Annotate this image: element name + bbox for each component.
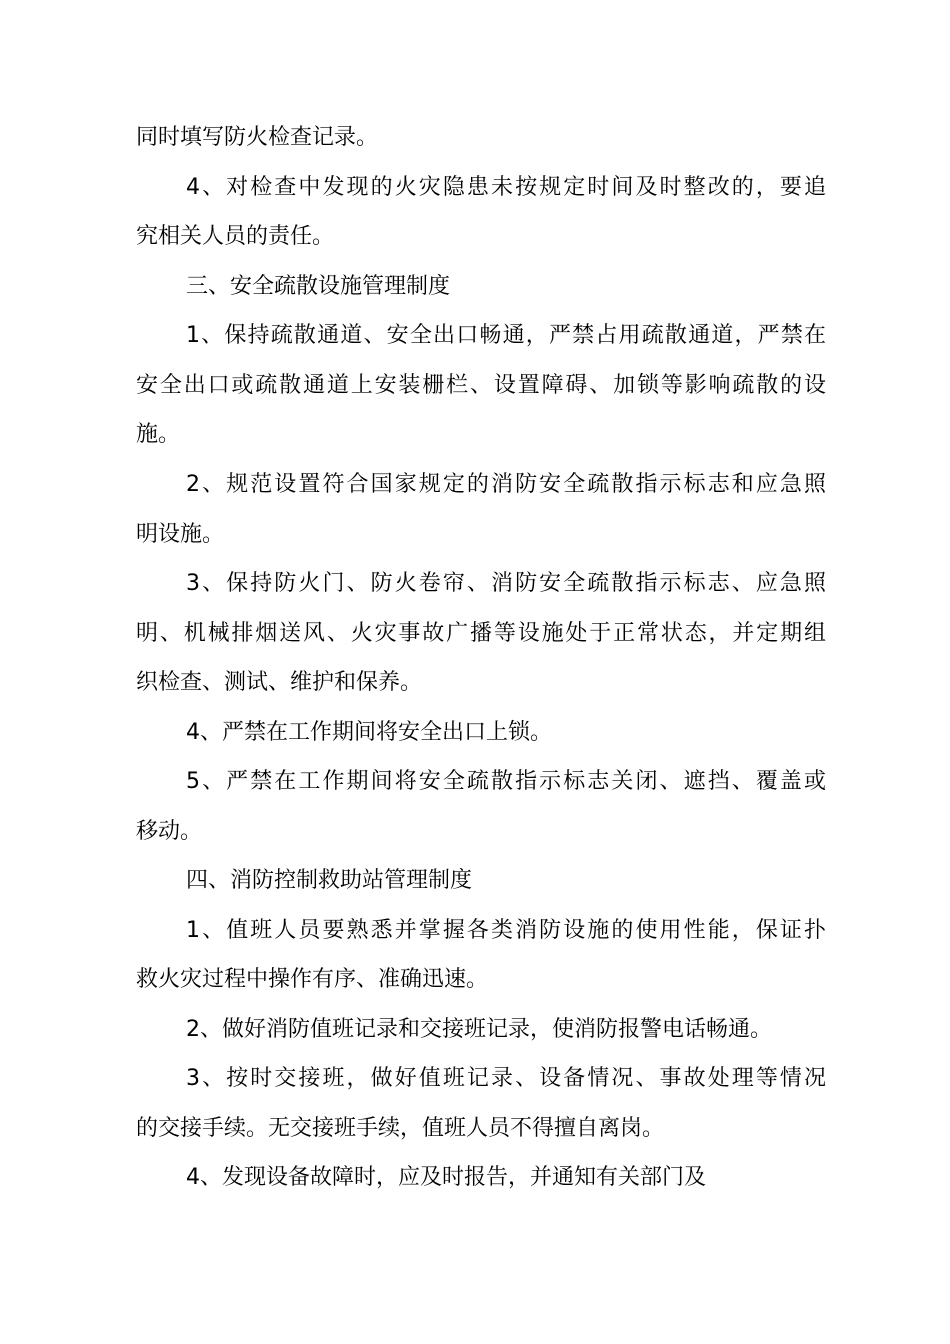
text-line: 移动。 [136,819,203,844]
text-line: 究相关人员的责任。 [136,224,335,249]
section-heading: 三、安全疏散设施管理制度 [186,274,451,299]
text-line: 3、按时交接班，做好值班记录、设备情况、事故处理等情况 [186,1066,826,1091]
text-line: 织检查、测试、维护和保养。 [136,670,423,695]
text-line: 明设施。 [136,522,225,547]
text-line: 3、保持防火门、防火卷帘、消防安全疏散指示标志、应急照 [186,571,826,596]
text-line: 的交接手续。无交接班手续，值班人员不得擅自离岗。 [136,1116,665,1141]
section-heading: 四、消防控制救助站管理制度 [186,868,473,893]
text-line: 4、严禁在工作期间将安全出口上锁。 [186,720,552,745]
text-line: 2、做好消防值班记录和交接班记录，使消防报警电话畅通。 [186,1017,772,1042]
text-line: 4、发现设备故障时，应及时报告，并通知有关部门及 [186,1165,706,1190]
text-line: 明、机械排烟送风、火灾事故广播等设施处于正常状态，并定期组 [136,621,826,646]
text-line: 4、对检查中发现的火灾隐患未按规定时间及时整改的，要追 [186,175,826,200]
text-line: 同时填写防火检查记录。 [136,125,379,150]
text-line: 1、值班人员要熟悉并掌握各类消防设施的使用性能，保证扑 [186,918,826,943]
text-line: 施。 [136,422,181,447]
text-line: 安全出口或疏散通道上安装栅栏、设置障碍、加锁等影响疏散的设 [136,373,826,398]
text-line: 2、规范设置符合国家规定的消防安全疏散指示标志和应急照 [186,472,826,497]
text-line: 5、严禁在工作期间将安全疏散指示标志关闭、遮挡、覆盖或 [186,769,826,794]
text-line: 1、保持疏散通道、安全出口畅通，严禁占用疏散通道，严禁在 [186,323,826,348]
text-line: 救火灾过程中操作有序、准确迅速。 [136,967,489,992]
